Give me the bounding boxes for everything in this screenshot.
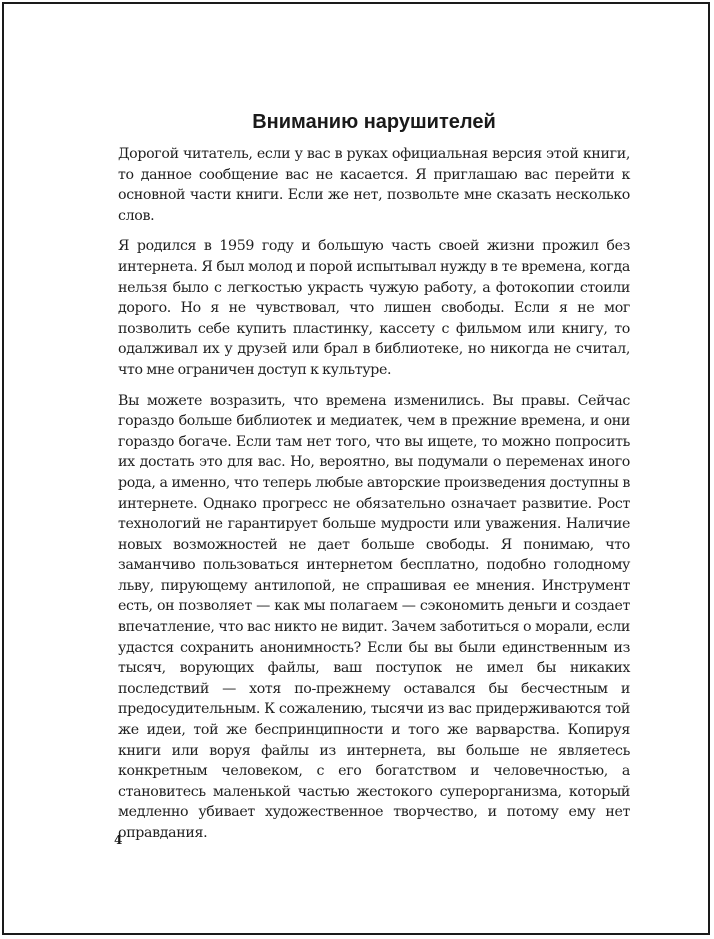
page	[2, 2, 710, 935]
page-number: 4	[114, 833, 123, 847]
paragraph-3: Вы можете возразить, что времена изменились. Вы правы. Сейчас гораздо больше библиотек и медиатек, чем в прежние времена, и они гораздо богаче. Если там нет того, что вы ищете, то можно попросить их достать это для вас. Но, вероятно, вы подумали о переменах иного рода, а именно, что теперь любые авторские произведения доступны в интернете. Однако прогресс не обязательно означает развитие. Рост технологий не гарантирует больше мудрости или уважения. Наличие новых возможностей не дает больше свободы. Я понимаю, что заманчиво пользоваться интернетом бесплатно, подобно голодному льву, пирующему антилопой, не спрашивая ее мнения. Инструмент есть, он позволяет — как мы полагаем — сэкономить деньги и создает впечатление, что вас никто не видит. Зачем заботиться о морали, если удастся сохранить анонимность? Если бы вы были единственным из тысяч, ворующих файлы, ваш поступок не имел бы никаких последствий — хотя по-прежнему оставался бы бесчестным и предосудительным. К сожалению, тысячи из вас придерживаются той же идеи, той же беспринципности и того же варварства. Копируя книги или воруя файлы из интернета, вы больше не являетесь конкретным человеком, с его богатством и человечностью, а становитесь маленькой частью жестокого суперорганизма, который медленно убивает художественное творчество, и потому ему нет оправдания.	[118, 392, 630, 841]
paragraph-1: Дорогой читатель, если у вас в руках официальная версия этой книги, то данное сообщение вас не касается. Я приглашаю вас перейти к основной части книги. Если же нет, позвольте мне сказать несколько слов.	[118, 146, 630, 224]
page-content	[118, 110, 630, 854]
paragraph-2: Я родился в 1959 году и большую часть своей жизни прожил без интернета. Я был молод и порой испытывал нужду в те времена, когда нельзя было с легкостью украсть чужую работу, а фотокопии стоили дорого. Но я не чувствовал, что лишен свободы. Если я не мог позволить себе купить пластинку, кассету с фильмом или книгу, то одалживал их у друзей или брал в библиотеке, но никогда не считал, что мне ограничен доступ к культуре.	[118, 238, 630, 378]
page-title: Вниманию нарушителей	[252, 111, 496, 133]
